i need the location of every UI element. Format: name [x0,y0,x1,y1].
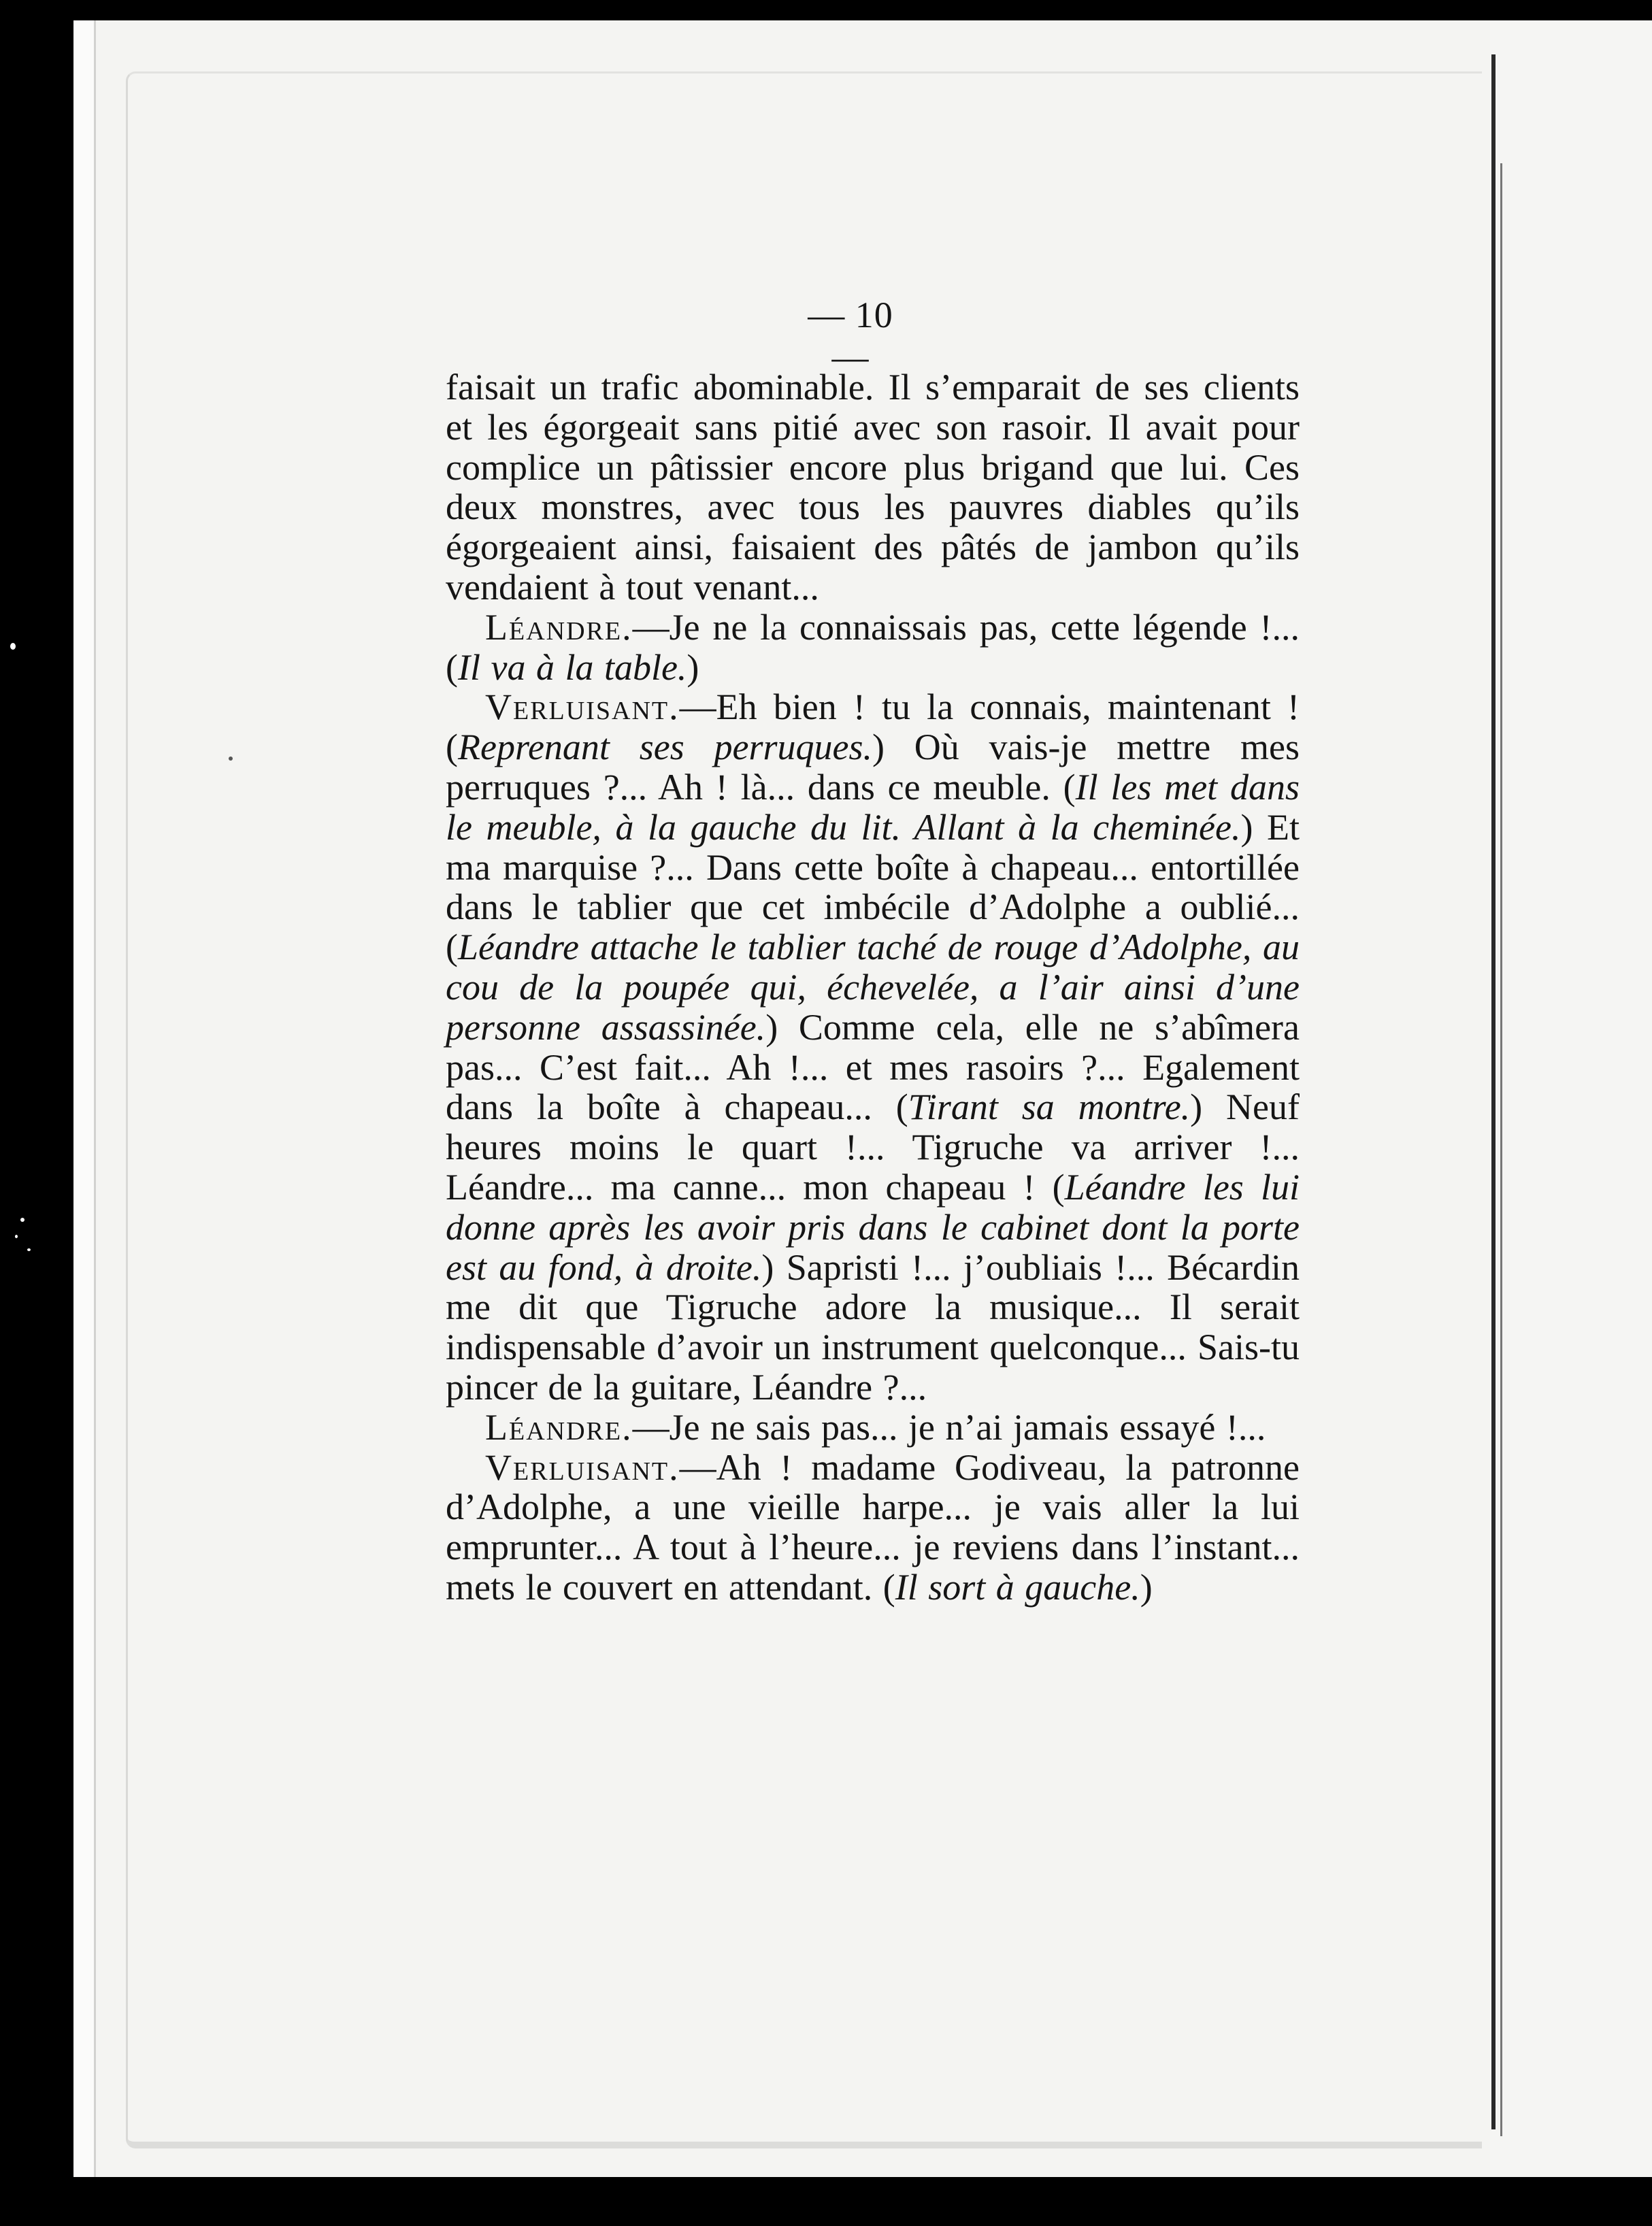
dialogue-text: ) Neuf heures moins le quart !... Tigruche va arriver !... Léandre... ma canne... mon chapeau ! ( [446,1086,1300,1208]
dialogue-text: ) [687,646,699,688]
dialogue-text: ) Où vais-je mettre mes perruques ?... Ah ! là... dans ce meuble. ( [446,727,1300,808]
adjacent-page-strip [1490,20,1652,2177]
stage-direction: Tirant sa montre. [908,1086,1191,1128]
dialogue-text: —Je ne la connaissais pas, cette légende !... ( [446,606,1300,688]
stage-direction: Reprenant ses perruques. [457,727,872,768]
stage-direction: Léandre attache le tablier taché de rouge d’Adolphe, au cou de la poupée qui, échevelée, a l’air ainsi d’une personne assassinée. [446,927,1300,1048]
paragraph [446,608,1300,688]
paragraph [446,1408,1300,1448]
paragraph [446,687,1300,1407]
dialogue-text: ) Comme cela, elle ne s’abîmera pas... C’est fait... Ah !... et mes rasoirs ?... Egalement dans la boîte à chapeau... ( [446,1006,1300,1128]
scan-speck [27,1248,31,1251]
speaker-name: Verluisant. [485,686,680,728]
scan-speck [20,1218,24,1222]
binding-line-thin [1500,163,1502,2136]
dialogue-text: ) Sapristi !... j’oubliais !... Bécardin me dit que Tigruche adore la musique... Il serait indispensable d’avoir un instrument quelconque... Sais-tu pincer de la guitare, Léandre ?... [446,1246,1300,1408]
dialogue-text: ) [1140,1566,1153,1608]
speaker-name: Léandre. [485,606,633,648]
speaker-name: Verluisant. [485,1446,680,1488]
paragraph [446,367,1300,608]
dialogue-text: —Eh bien ! tu la connais, maintenant ! ( [446,686,1300,768]
dialogue-text: —Je ne sais pas... je n’ai jamais essayé !... [632,1406,1266,1448]
speaker-name: Léandre. [485,1406,633,1448]
page-edge [73,20,96,2177]
scan-speck [229,757,233,761]
stage-direction: Il les met dans le meuble, à la gauche du lit. Allant à la cheminée. [446,766,1300,848]
stage-direction: Il sort à gauche. [895,1566,1140,1608]
binding-line [1491,54,1496,2129]
scan-speck [10,643,16,650]
stage-direction: Léandre les lui donne après les avoir pris dans le cabinet dont la porte est au fond, à droite. [446,1166,1300,1288]
scan-speck [15,1235,18,1238]
stage-direction: Il va à la table. [457,646,687,688]
dialogue-text: ) Et ma marquise ?... Dans cette boîte à chapeau... entortillée dans le tablier que cet imbécile d’Adolphe a oublié... ( [446,806,1300,968]
dialogue-text: —Ah ! madame Godiveau, la patronne d’Adolphe, a une vieille harpe... je vais aller la lui emprunter... A tout à l’heure... je reviens dans l’instant... mets le couvert en attendant. ( [446,1446,1300,1608]
dialogue-text: faisait un trafic abominable. Il s’emparait de ses clients et les égorgeait sans pitié avec son rasoir. Il avait pour complice un pâtissier encore plus brigand que lui. Ces deux monstres, avec tous les pauvres diables qu’ils égorgeaient ainsi, faisaient des pâtés de jambon qu’ils vendaient à tout venant... [446,367,1300,608]
body-text [446,367,1300,1608]
page-number: — 10 — [808,295,893,378]
paragraph [446,1448,1300,1608]
